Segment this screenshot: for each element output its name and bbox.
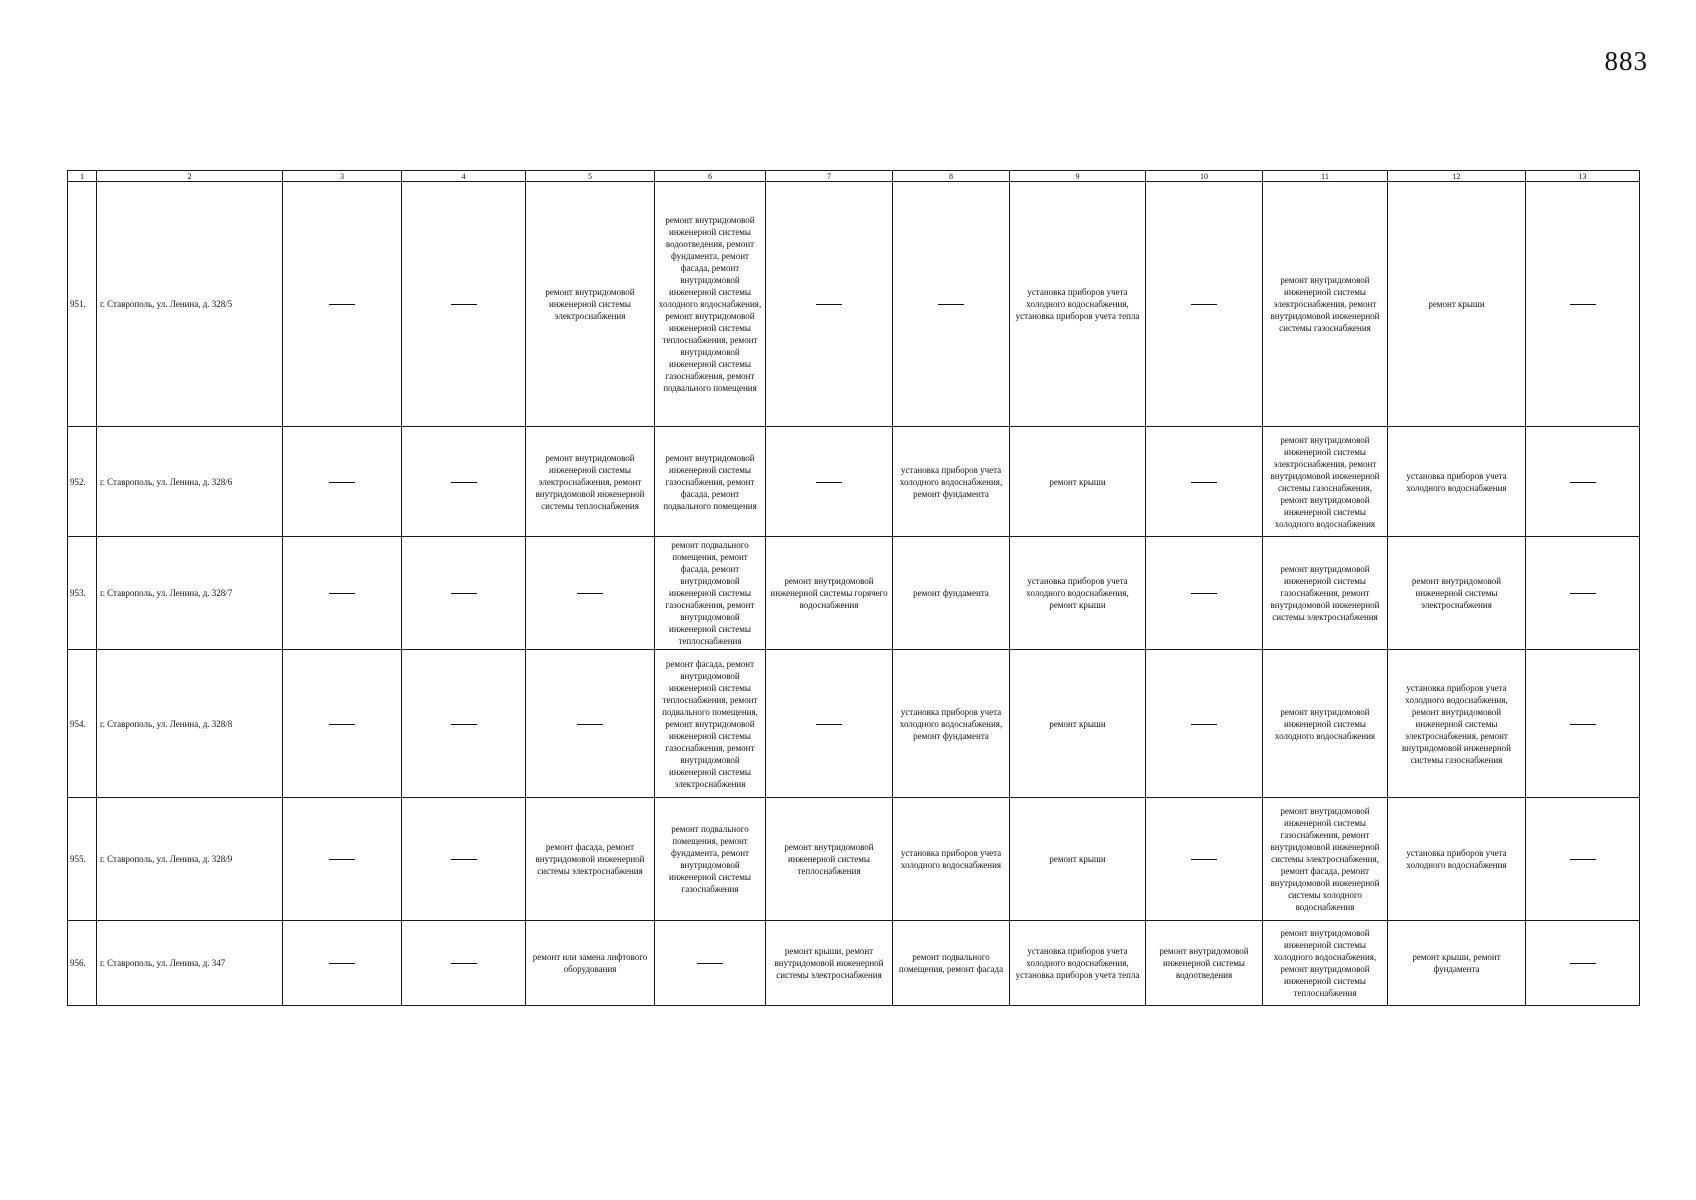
work-cell: установка приборов учета холодного водоснабжения, установка приборов учета тепла bbox=[1010, 182, 1146, 427]
column-number: 11 bbox=[1263, 171, 1388, 182]
dash-mark bbox=[329, 859, 355, 860]
empty-cell bbox=[402, 537, 526, 650]
work-cell: ремонт внутридомовой инженерной системы горячего водоснабжения bbox=[766, 537, 893, 650]
table-row bbox=[68, 182, 1640, 427]
work-cell: ремонт внутридомовой инженерной системы холодного водоснабжения bbox=[1263, 650, 1388, 798]
dash-mark bbox=[1570, 724, 1596, 725]
dash-mark bbox=[1191, 593, 1217, 594]
dash-mark bbox=[451, 724, 477, 725]
empty-cell bbox=[1526, 798, 1640, 921]
empty-cell bbox=[893, 182, 1010, 427]
work-cell: ремонт крыши bbox=[1010, 650, 1146, 798]
dash-mark bbox=[329, 963, 355, 964]
work-cell: установка приборов учета холодного водоснабжения, ремонт крыши bbox=[1010, 537, 1146, 650]
work-cell: ремонт фасада, ремонт внутридомовой инженерной системы теплоснабжения, ремонт подвального помещения, ремонт внутридомовой инженерной системы газоснабжения, ремонт внутридомовой инженерной системы электроснабжения bbox=[655, 650, 766, 798]
empty-cell bbox=[283, 427, 402, 537]
work-cell: установка приборов учета холодного водоснабжения, установка приборов учета тепла bbox=[1010, 921, 1146, 1006]
address-cell: г. Ставрополь, ул. Ленина, д. 328/6 bbox=[97, 427, 283, 537]
dash-mark bbox=[329, 304, 355, 305]
dash-mark bbox=[451, 482, 477, 483]
work-cell: ремонт внутридомовой инженерной системы электроснабжения, ремонт внутридомовой инженерной системы газоснабжения, ремонт внутридомовой инженерной системы холодного водоснабжения bbox=[1263, 427, 1388, 537]
empty-cell bbox=[283, 182, 402, 427]
work-cell: ремонт внутридомовой инженерной системы газоснабжения, ремонт внутридомовой инженерной системы электроснабжения bbox=[1263, 537, 1388, 650]
dash-mark bbox=[816, 304, 842, 305]
dash-mark bbox=[577, 724, 603, 725]
dash-mark bbox=[329, 593, 355, 594]
empty-cell bbox=[402, 798, 526, 921]
work-cell: ремонт внутридомовой инженерной системы холодного водоснабжения, ремонт внутридомовой инженерной системы теплоснабжения bbox=[1263, 921, 1388, 1006]
empty-cell bbox=[283, 921, 402, 1006]
dash-mark bbox=[816, 724, 842, 725]
column-number: 2 bbox=[97, 171, 283, 182]
dash-mark bbox=[816, 482, 842, 483]
empty-cell bbox=[1146, 798, 1263, 921]
column-number: 1 bbox=[68, 171, 97, 182]
empty-cell bbox=[1526, 182, 1640, 427]
column-number: 10 bbox=[1146, 171, 1263, 182]
column-number: 7 bbox=[766, 171, 893, 182]
column-number: 5 bbox=[526, 171, 655, 182]
dash-mark bbox=[697, 963, 723, 964]
empty-cell bbox=[1526, 427, 1640, 537]
work-cell: ремонт внутридомовой инженерной системы электроснабжения bbox=[1388, 537, 1526, 650]
row-number: 954. bbox=[68, 650, 97, 798]
dash-mark bbox=[1191, 724, 1217, 725]
dash-mark bbox=[1570, 859, 1596, 860]
work-cell: ремонт внутридомовой инженерной системы электроснабжения bbox=[526, 182, 655, 427]
row-number: 953. bbox=[68, 537, 97, 650]
empty-cell bbox=[283, 798, 402, 921]
column-number: 4 bbox=[402, 171, 526, 182]
table-row bbox=[68, 537, 1640, 650]
empty-cell bbox=[655, 921, 766, 1006]
work-cell: ремонт крыши bbox=[1388, 182, 1526, 427]
empty-cell bbox=[402, 650, 526, 798]
dash-mark bbox=[451, 593, 477, 594]
table-row bbox=[68, 921, 1640, 1006]
dash-mark bbox=[1570, 482, 1596, 483]
dash-mark bbox=[1570, 593, 1596, 594]
work-cell: ремонт фундамента bbox=[893, 537, 1010, 650]
work-cell: ремонт внутридомовой инженерной системы электроснабжения, ремонт внутридомовой инженерной системы теплоснабжения bbox=[526, 427, 655, 537]
empty-cell bbox=[1146, 537, 1263, 650]
row-number: 956. bbox=[68, 921, 97, 1006]
column-number: 3 bbox=[283, 171, 402, 182]
dash-mark bbox=[329, 482, 355, 483]
empty-cell bbox=[1526, 921, 1640, 1006]
work-cell: ремонт крыши, ремонт фундамента bbox=[1388, 921, 1526, 1006]
empty-cell bbox=[283, 537, 402, 650]
dash-mark bbox=[1191, 304, 1217, 305]
row-number: 952. bbox=[68, 427, 97, 537]
empty-cell bbox=[526, 650, 655, 798]
column-number: 9 bbox=[1010, 171, 1146, 182]
address-cell: г. Ставрополь, ул. Ленина, д. 328/7 bbox=[97, 537, 283, 650]
empty-cell bbox=[402, 921, 526, 1006]
table-row bbox=[68, 650, 1640, 798]
empty-cell bbox=[766, 427, 893, 537]
work-cell: ремонт внутридомовой инженерной системы водоотведения, ремонт фундамента, ремонт фасада, ремонт внутридомовой инженерной системы холодного водоснабжения, ремонт внутридомовой инженерной системы теплоснабжения, ремонт внутридомовой инженерной системы газоснабжения, ремонт подвального помещения bbox=[655, 182, 766, 427]
work-cell: ремонт подвального помещения, ремонт фасада, ремонт внутридомовой инженерной системы газоснабжения, ремонт внутридомовой инженерной системы теплоснабжения bbox=[655, 537, 766, 650]
empty-cell bbox=[283, 650, 402, 798]
column-number: 8 bbox=[893, 171, 1010, 182]
address-cell: г. Ставрополь, ул. Ленина, д. 328/5 bbox=[97, 182, 283, 427]
work-cell: установка приборов учета холодного водоснабжения bbox=[1388, 427, 1526, 537]
dash-mark bbox=[329, 724, 355, 725]
table-row bbox=[68, 798, 1640, 921]
dash-mark bbox=[577, 593, 603, 594]
address-cell: г. Ставрополь, ул. Ленина, д. 347 bbox=[97, 921, 283, 1006]
row-number: 955. bbox=[68, 798, 97, 921]
empty-cell bbox=[402, 182, 526, 427]
work-cell: ремонт внутридомовой инженерной системы газоснабжения, ремонт фасада, ремонт подвального помещения bbox=[655, 427, 766, 537]
empty-cell bbox=[402, 427, 526, 537]
page-number: 883 bbox=[1604, 46, 1648, 76]
work-cell: установка приборов учета холодного водоснабжения, ремонт фундамента bbox=[893, 650, 1010, 798]
work-cell: ремонт фасада, ремонт внутридомовой инженерной системы электроснабжения bbox=[526, 798, 655, 921]
table-body bbox=[68, 171, 1640, 1006]
work-cell: ремонт крыши bbox=[1010, 427, 1146, 537]
work-cell: ремонт внутридомовой инженерной системы газоснабжения, ремонт внутридомовой инженерной системы электроснабжения, ремонт фасада, ремонт внутридомовой инженерной системы холодного водоснабжения bbox=[1263, 798, 1388, 921]
work-cell: ремонт подвального помещения, ремонт фундамента, ремонт внутридомовой инженерной системы газоснабжения bbox=[655, 798, 766, 921]
work-cell: установка приборов учета холодного водоснабжения bbox=[893, 798, 1010, 921]
empty-cell bbox=[1146, 427, 1263, 537]
work-cell: установка приборов учета холодного водоснабжения, ремонт фундамента bbox=[893, 427, 1010, 537]
work-cell: ремонт или замена лифтового оборудования bbox=[526, 921, 655, 1006]
work-cell: ремонт внутридомовой инженерной системы теплоснабжения bbox=[766, 798, 893, 921]
empty-cell bbox=[1526, 537, 1640, 650]
work-cell: установка приборов учета холодного водоснабжения bbox=[1388, 798, 1526, 921]
address-cell: г. Ставрополь, ул. Ленина, д. 328/8 bbox=[97, 650, 283, 798]
dash-mark bbox=[1191, 859, 1217, 860]
empty-cell bbox=[766, 182, 893, 427]
work-cell: ремонт крыши bbox=[1010, 798, 1146, 921]
dash-mark bbox=[1570, 304, 1596, 305]
dash-mark bbox=[451, 859, 477, 860]
dash-mark bbox=[1191, 482, 1217, 483]
column-number: 13 bbox=[1526, 171, 1640, 182]
work-cell: ремонт внутридомовой инженерной системы электроснабжения, ремонт внутридомовой инженерной системы газоснабжения bbox=[1263, 182, 1388, 427]
empty-cell bbox=[1146, 182, 1263, 427]
work-cell: ремонт внутридомовой инженерной системы водоотведения bbox=[1146, 921, 1263, 1006]
repair-schedule-table bbox=[67, 170, 1640, 1006]
dash-mark bbox=[1570, 963, 1596, 964]
row-number: 951. bbox=[68, 182, 97, 427]
dash-mark bbox=[938, 304, 964, 305]
empty-cell bbox=[526, 537, 655, 650]
empty-cell bbox=[1526, 650, 1640, 798]
work-cell: ремонт подвального помещения, ремонт фасада bbox=[893, 921, 1010, 1006]
address-cell: г. Ставрополь, ул. Ленина, д. 328/9 bbox=[97, 798, 283, 921]
empty-cell bbox=[766, 650, 893, 798]
work-cell: установка приборов учета холодного водоснабжения, ремонт внутридомовой инженерной системы электроснабжения, ремонт внутридомовой инженерной системы газоснабжения bbox=[1388, 650, 1526, 798]
column-number: 12 bbox=[1388, 171, 1526, 182]
empty-cell bbox=[1146, 650, 1263, 798]
column-number-row bbox=[68, 171, 1640, 182]
work-cell: ремонт крыши, ремонт внутридомовой инженерной системы электроснабжения bbox=[766, 921, 893, 1006]
column-number: 6 bbox=[655, 171, 766, 182]
dash-mark bbox=[451, 304, 477, 305]
dash-mark bbox=[451, 963, 477, 964]
table-row bbox=[68, 427, 1640, 537]
